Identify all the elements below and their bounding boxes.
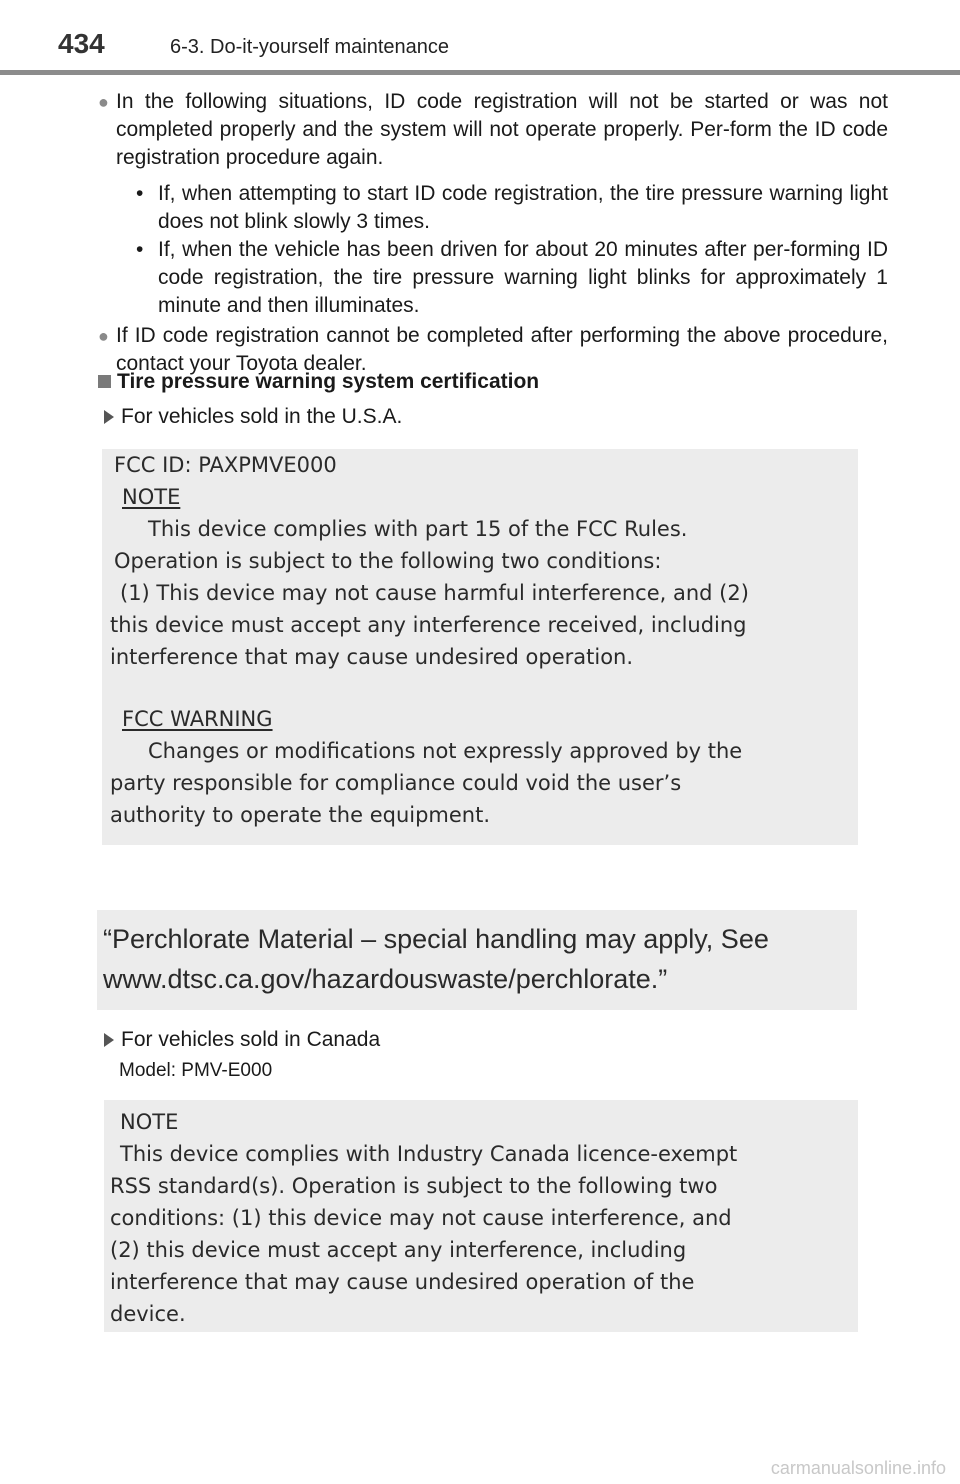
- fcc-note-heading: NOTE: [122, 485, 181, 509]
- model-number: Model: PMV-E000: [119, 1060, 273, 1081]
- fcc-line: authority to operate the equipment.: [110, 803, 491, 827]
- bullet-dot-icon: ●: [98, 326, 109, 346]
- canada-line: interference that may cause undesired operation of the: [110, 1270, 695, 1294]
- sub-bullet-icon: •: [136, 182, 144, 205]
- fcc-id: FCC ID: PAXPMVE000: [114, 453, 337, 477]
- section-heading: [98, 370, 539, 394]
- arrow-right-icon: [104, 1033, 114, 1047]
- canada-note-heading: NOTE: [120, 1110, 179, 1134]
- fcc-line: This device complies with part 15 of the FCC Rules.: [148, 517, 688, 541]
- perchlorate-line: “Perchlorate Material – special handling may apply, See: [103, 924, 769, 954]
- canada-line: RSS standard(s). Operation is subject to the following two: [110, 1174, 718, 1198]
- bullet-dot-icon: ●: [98, 92, 109, 112]
- heading-square-icon: [98, 375, 111, 388]
- fcc-line: Changes or modifications not expressly approved by the: [148, 739, 743, 763]
- watermark: carmanualsonline.info: [770, 1458, 946, 1478]
- fcc-line: this device must accept any interference received, including: [110, 613, 747, 637]
- arrow-right-icon: [104, 410, 114, 424]
- section-title: 6-3. Do-it-yourself maintenance: [170, 36, 450, 58]
- bullet-item: [98, 88, 888, 320]
- canada-line: (2) this device must accept any interference, including: [110, 1238, 687, 1262]
- perchlorate-notice-image: [97, 910, 857, 1010]
- bullet-text: In the following situations, ID code registration will not be started or was not completed properly and the system will not operate properly. Per-form the ID code registration procedure again.: [116, 90, 888, 169]
- canada-notice-image: [104, 1100, 858, 1332]
- sub-item: [122, 180, 888, 236]
- fcc-line: interference that may cause undesired operation.: [110, 645, 634, 669]
- perchlorate-line: www.dtsc.ca.gov/hazardouswaste/perchlorate.”: [103, 964, 668, 994]
- sub-item-text: If, when attempting to start ID code registration, the tire pressure warning light does not blink slowly 3 times.: [158, 182, 888, 233]
- header-rule: [0, 70, 960, 75]
- page-number: 434: [58, 28, 105, 59]
- canada-line: conditions: (1) this device may not cause interference, and: [110, 1206, 732, 1230]
- canada-line: device.: [110, 1302, 186, 1326]
- bullet-text: If ID code registration cannot be completed after performing the above procedure, contact your Toyota dealer.: [116, 324, 888, 375]
- fcc-label-image: [102, 449, 858, 845]
- sub-item-text: If, when the vehicle has been driven for about 20 minutes after per-forming ID code registration, the tire pressure warning light blinks for approximately 1 minute and then illuminates.: [158, 238, 888, 317]
- page-header: [0, 0, 960, 76]
- canada-label: [104, 1028, 380, 1052]
- usa-label: [104, 405, 402, 429]
- section-heading-text: Tire pressure warning system certification: [117, 370, 540, 393]
- canada-label-text: For vehicles sold in Canada: [121, 1028, 381, 1051]
- fcc-warning-heading: FCC WARNING: [122, 707, 273, 731]
- fcc-line: (1) This device may not cause harmful interference, and (2): [120, 581, 749, 605]
- sub-bullet-icon: •: [136, 238, 144, 261]
- fcc-line: party responsible for compliance could void the user’s: [110, 771, 682, 795]
- sub-item: [122, 236, 888, 320]
- usa-label-text: For vehicles sold in the U.S.A.: [121, 405, 403, 428]
- fcc-line: Operation is subject to the following two conditions:: [114, 549, 662, 573]
- sub-list: [116, 180, 888, 320]
- bullet-list: [98, 88, 888, 378]
- canada-line: This device complies with Industry Canada licence-exempt: [120, 1142, 738, 1166]
